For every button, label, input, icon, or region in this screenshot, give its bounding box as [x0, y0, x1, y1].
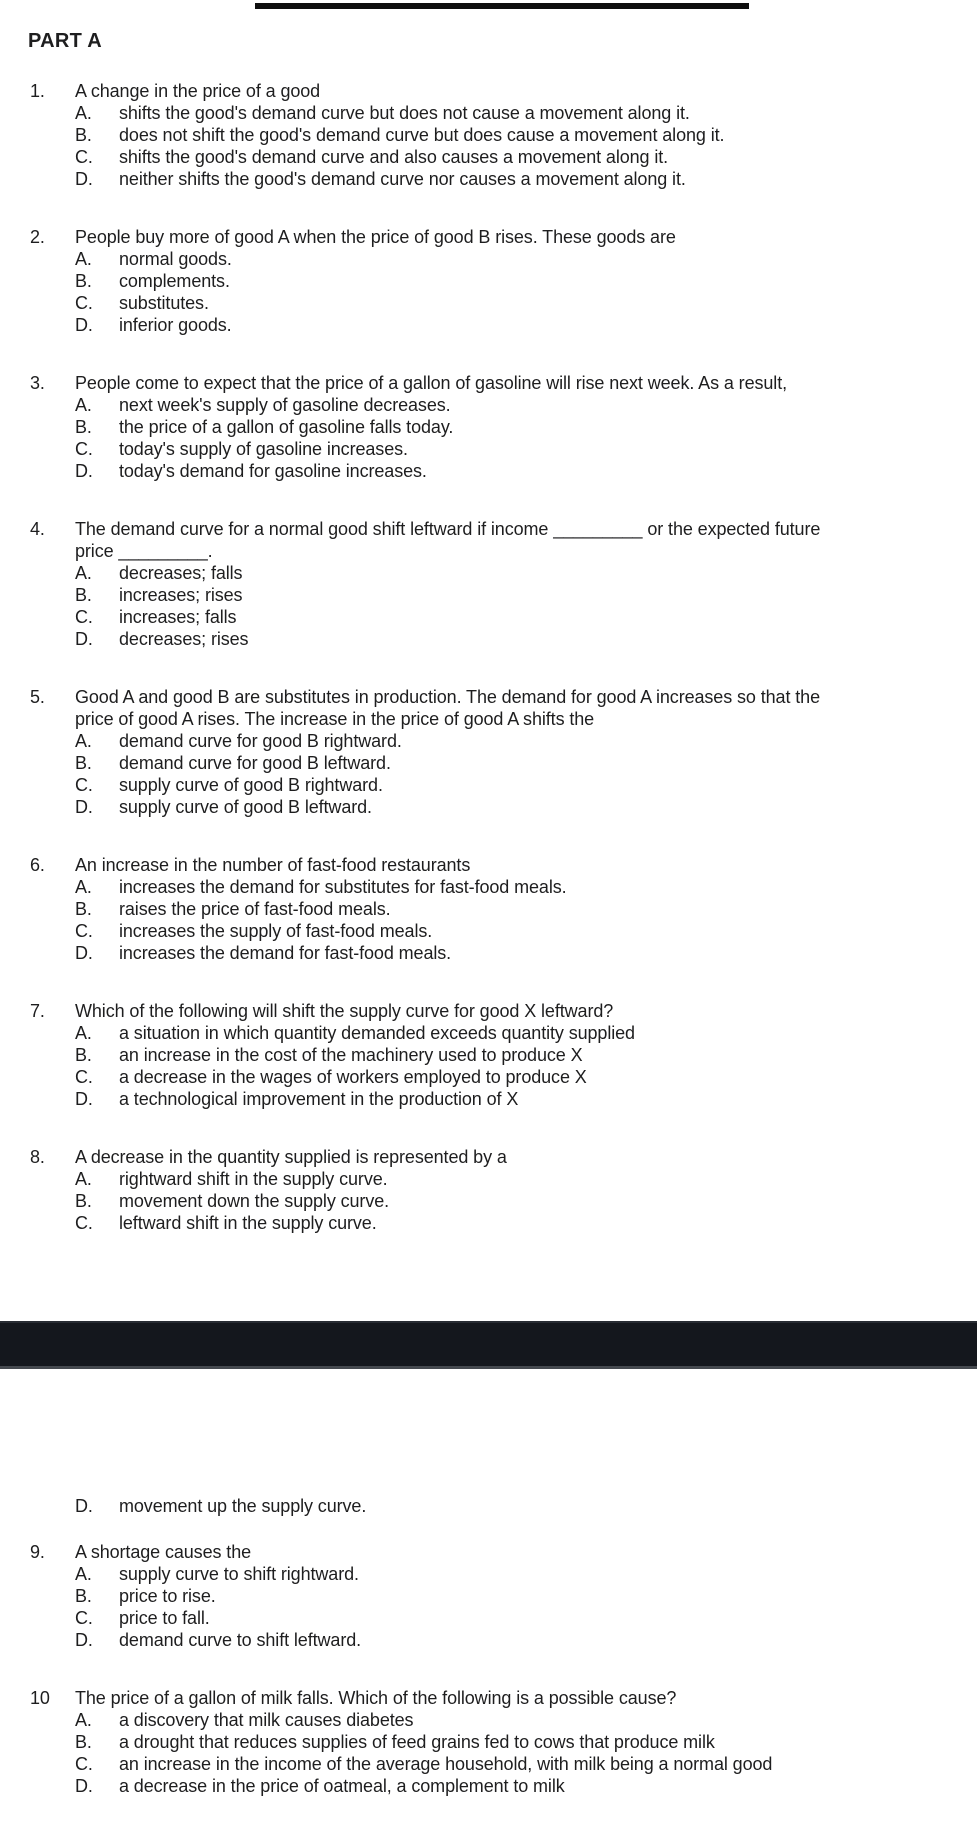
option-letter: A. — [75, 877, 92, 897]
question-text-line: price of good A rises. The increase in the price of good A shifts the — [75, 709, 595, 729]
answer-option — [75, 1495, 977, 1517]
answer-option — [75, 102, 977, 124]
question-body — [75, 372, 977, 482]
question-text-line: An increase in the number of fast-food restaurants — [75, 855, 471, 875]
option-text: a decrease in the price of oatmeal, a complement to milk — [119, 1776, 565, 1796]
option-text: a situation in which quantity demanded exceeds quantity supplied — [119, 1023, 635, 1043]
answer-option — [75, 1775, 977, 1797]
answer-option — [75, 752, 977, 774]
answer-option — [75, 876, 977, 898]
option-letter: A. — [75, 731, 92, 751]
option-letter: A. — [75, 395, 92, 415]
option-letter: C. — [75, 147, 93, 167]
answer-option — [75, 394, 977, 416]
question-body — [75, 1495, 977, 1517]
question-number: 10 — [30, 1688, 50, 1708]
answer-option — [75, 270, 977, 292]
option-text: demand curve for good B leftward. — [119, 753, 391, 773]
question-block — [30, 518, 977, 650]
answer-option — [75, 292, 977, 314]
option-text: today's demand for gasoline increases. — [119, 461, 427, 481]
option-letter: A. — [75, 563, 92, 583]
question-text-line: Which of the following will shift the supply curve for good X leftward? — [75, 1001, 614, 1021]
question-body — [75, 854, 977, 964]
option-letter: A. — [75, 103, 92, 123]
option-letter: C. — [75, 921, 93, 941]
answer-option — [75, 124, 977, 146]
answer-option — [75, 248, 977, 270]
answer-option — [75, 796, 977, 818]
option-text: price to fall. — [119, 1608, 210, 1628]
option-text: increases; falls — [119, 607, 237, 627]
option-letter: B. — [75, 1586, 92, 1606]
question-number: 3. — [30, 373, 45, 393]
answer-option — [75, 1190, 977, 1212]
option-letter: D. — [75, 629, 93, 649]
option-text: raises the price of fast-food meals. — [119, 899, 391, 919]
option-letter: A. — [75, 249, 92, 269]
question-body — [75, 226, 977, 336]
option-text: supply curve of good B rightward. — [119, 775, 383, 795]
option-text: supply curve to shift rightward. — [119, 1564, 359, 1584]
question-continuation — [30, 1495, 977, 1517]
option-text: complements. — [119, 271, 230, 291]
answer-option — [75, 1607, 977, 1629]
option-letter: B. — [75, 1191, 92, 1211]
answer-option — [75, 146, 977, 168]
answer-option — [75, 168, 977, 190]
question-text-line: Good A and good B are substitutes in production. The demand for good A increases so that the — [75, 687, 820, 707]
option-letter: B. — [75, 753, 92, 773]
question-body — [75, 686, 977, 818]
option-text: movement down the supply curve. — [119, 1191, 390, 1211]
option-letter: B. — [75, 1732, 92, 1752]
answer-option — [75, 1709, 977, 1731]
question-body — [75, 1000, 977, 1110]
option-text: today's supply of gasoline increases. — [119, 439, 408, 459]
answer-option — [75, 628, 977, 650]
option-text: substitutes. — [119, 293, 209, 313]
question-number: 4. — [30, 519, 45, 539]
question-text-line: A change in the price of a good — [75, 81, 321, 101]
questions-area — [0, 80, 977, 1797]
option-letter: B. — [75, 1045, 92, 1065]
page-top-rule — [255, 3, 749, 9]
option-letter: D. — [75, 1089, 93, 1109]
option-letter: B. — [75, 125, 92, 145]
option-letter: B. — [75, 271, 92, 291]
option-letter: D. — [75, 315, 93, 335]
answer-option — [75, 920, 977, 942]
answer-option — [75, 1066, 977, 1088]
option-text: increases; rises — [119, 585, 243, 605]
option-text: demand curve for good B rightward. — [119, 731, 402, 751]
option-text: neither shifts the good's demand curve nor causes a movement along it. — [119, 169, 686, 189]
question-number: 1. — [30, 81, 45, 101]
answer-option — [75, 1022, 977, 1044]
answer-option — [75, 314, 977, 336]
answer-option — [75, 1629, 977, 1651]
question-block — [30, 1687, 977, 1797]
answer-option — [75, 1168, 977, 1190]
option-letter: C. — [75, 775, 93, 795]
question-body — [75, 80, 977, 190]
option-letter: D. — [75, 1496, 93, 1516]
option-letter: A. — [75, 1564, 92, 1584]
option-letter: C. — [75, 439, 93, 459]
answer-option — [75, 774, 977, 796]
option-text: leftward shift in the supply curve. — [119, 1213, 377, 1233]
question-block — [30, 80, 977, 190]
option-text: increases the supply of fast-food meals. — [119, 921, 433, 941]
option-text: shifts the good's demand curve but does not cause a movement along it. — [119, 103, 690, 123]
option-text: inferior goods. — [119, 315, 232, 335]
option-letter: B. — [75, 585, 92, 605]
option-text: does not shift the good's demand curve but does cause a movement along it. — [119, 125, 725, 145]
option-letter: D. — [75, 461, 93, 481]
option-text: supply curve of good B leftward. — [119, 797, 372, 817]
option-text: decreases; rises — [119, 629, 249, 649]
option-text: movement up the supply curve. — [119, 1496, 367, 1516]
question-body — [75, 1687, 977, 1797]
option-letter: D. — [75, 169, 93, 189]
answer-option — [75, 730, 977, 752]
option-text: decreases; falls — [119, 563, 243, 583]
option-letter: A. — [75, 1710, 92, 1730]
option-text: a technological improvement in the production of X — [119, 1089, 519, 1109]
question-text-line: The demand curve for a normal good shift leftward if income _________ or the expected future — [75, 519, 821, 539]
answer-option — [75, 562, 977, 584]
option-letter: B. — [75, 899, 92, 919]
answer-option — [75, 416, 977, 438]
page-break-band — [0, 1321, 977, 1369]
question-body — [75, 1146, 977, 1234]
question-body — [75, 1541, 977, 1651]
answer-option — [75, 1563, 977, 1585]
question-block — [30, 372, 977, 482]
option-text: demand curve to shift leftward. — [119, 1630, 362, 1650]
option-letter: D. — [75, 1630, 93, 1650]
answer-option — [75, 1044, 977, 1066]
answer-option — [75, 438, 977, 460]
question-number: 5. — [30, 687, 45, 707]
option-text: an increase in the income of the average household, with milk being a normal good — [119, 1754, 773, 1774]
answer-option — [75, 1585, 977, 1607]
question-body — [75, 518, 977, 650]
answer-option — [75, 1731, 977, 1753]
option-letter: D. — [75, 943, 93, 963]
answer-option — [75, 460, 977, 482]
option-text: next week's supply of gasoline decreases. — [119, 395, 451, 415]
option-letter: D. — [75, 1776, 93, 1796]
option-letter: C. — [75, 1608, 93, 1628]
option-letter: B. — [75, 417, 92, 437]
question-text-line: People buy more of good A when the price of good B rises. These goods are — [75, 227, 676, 247]
section-title: PART A — [28, 30, 103, 52]
question-block — [30, 686, 977, 818]
answer-option — [75, 584, 977, 606]
answer-option — [75, 606, 977, 628]
option-letter: A. — [75, 1169, 92, 1189]
answer-option — [75, 1212, 977, 1234]
option-text: normal goods. — [119, 249, 232, 269]
option-text: shifts the good's demand curve and also causes a movement along it. — [119, 147, 669, 167]
question-text-line: A shortage causes the — [75, 1542, 252, 1562]
option-letter: C. — [75, 293, 93, 313]
question-number: 7. — [30, 1001, 45, 1021]
question-block — [30, 1000, 977, 1110]
option-text: rightward shift in the supply curve. — [119, 1169, 388, 1189]
answer-option — [75, 898, 977, 920]
question-block — [30, 226, 977, 336]
question-number: 2. — [30, 227, 45, 247]
option-text: a decrease in the wages of workers employed to produce X — [119, 1067, 587, 1087]
question-number: 9. — [30, 1542, 45, 1562]
option-letter: A. — [75, 1023, 92, 1043]
question-block — [30, 1541, 977, 1651]
option-text: increases the demand for substitutes for fast-food meals. — [119, 877, 567, 897]
question-block — [30, 1146, 977, 1234]
option-letter: C. — [75, 1754, 93, 1774]
question-text-line: A decrease in the quantity supplied is represented by a — [75, 1147, 507, 1167]
option-text: a drought that reduces supplies of feed grains fed to cows that produce milk — [119, 1732, 715, 1752]
option-text: price to rise. — [119, 1586, 216, 1606]
option-text: increases the demand for fast-food meals. — [119, 943, 452, 963]
question-block — [30, 854, 977, 964]
option-text: an increase in the cost of the machinery used to produce X — [119, 1045, 583, 1065]
option-text: the price of a gallon of gasoline falls today. — [119, 417, 454, 437]
question-number: 8. — [30, 1147, 45, 1167]
answer-option — [75, 1088, 977, 1110]
answer-option — [75, 942, 977, 964]
option-text: a discovery that milk causes diabetes — [119, 1710, 414, 1730]
question-number: 6. — [30, 855, 45, 875]
option-letter: C. — [75, 1067, 93, 1087]
question-text-line: price _________. — [75, 541, 213, 561]
question-text-line: The price of a gallon of milk falls. Which of the following is a possible cause? — [75, 1688, 677, 1708]
option-letter: C. — [75, 607, 93, 627]
document-page — [0, 3, 977, 1831]
option-letter: D. — [75, 797, 93, 817]
answer-option — [75, 1753, 977, 1775]
option-letter: C. — [75, 1213, 93, 1233]
question-text-line: People come to expect that the price of a gallon of gasoline will rise next week. As a result, — [75, 373, 787, 393]
